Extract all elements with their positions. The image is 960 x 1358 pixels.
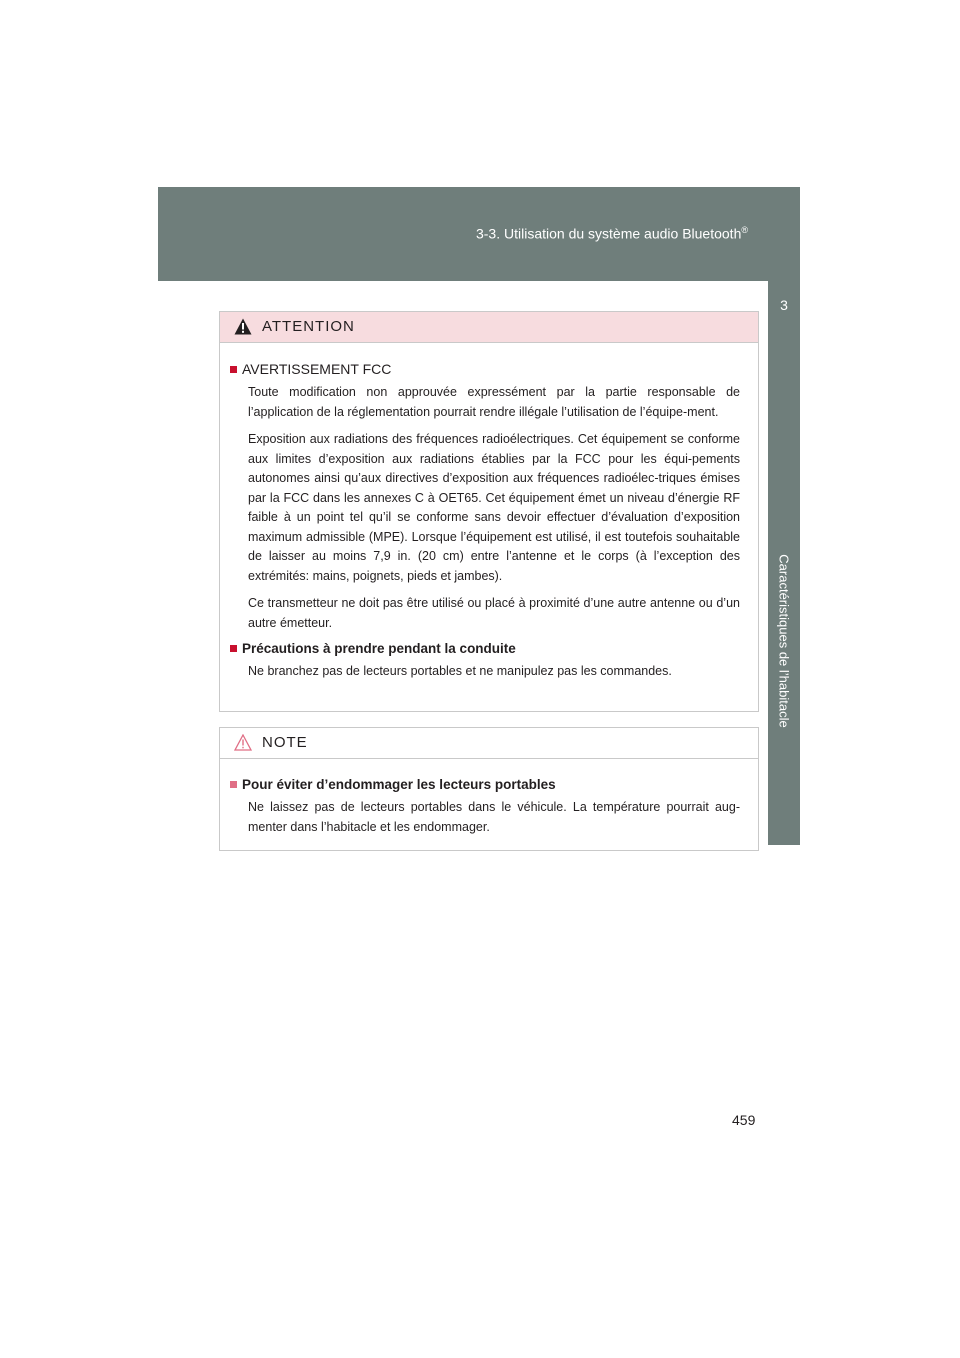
note-content — [220, 759, 758, 837]
warning-box — [219, 311, 759, 712]
section-title: 3-3. Utilisation du système audio Bluetooth® — [475, 225, 748, 242]
section-heading: Précautions à prendre pendant la conduite — [230, 641, 740, 656]
chapter-side-tab — [768, 281, 800, 845]
note-header — [220, 728, 758, 759]
paragraph: Toute modification non approuvée expressément par la partie responsable de l’application de la réglementation pourrait rendre illégale l’utilisation de l’équipe-ment. — [248, 385, 740, 419]
chapter-number: 3 — [780, 297, 788, 313]
paragraph: Ne branchez pas de lecteurs portables et ne manipulez pas les commandes. — [248, 664, 672, 678]
paragraph: Exposition aux radiations des fréquences radioélectriques. Cet équipement se conforme aux limites d’exposition aux radiations établies par la FCC pour les équi-pements autonomes ainsi qu’aux directives d’exposition aux fréquences radioélec-triques émises par la FCC dans les annexes C à OET65. Cet équipement émet un niveau d’énergie RF faible à un point tel qu’il se conforme sans devoir effectuer d’évaluation d’exposition maximum admissible (MPE). Lorsque l’équipement est utilisé, il est toutefois souhaitable de laisser au moins 7,9 in. (20 cm) entre l’antenne et le corps (à l’exception des extrémités: mains, poignets, pieds et jambes). — [248, 432, 740, 583]
note-label: NOTE — [262, 734, 308, 751]
paragraph: Ce transmetteur ne doit pas être utilisé ou placé à proximité d’une autre antenne ou d’un autre émetteur. — [248, 596, 740, 630]
warning-triangle-icon — [234, 318, 252, 335]
warning-label: ATTENTION — [262, 318, 355, 335]
paragraph: Ne laissez pas de lecteurs portables dans le véhicule. La température pourrait aug-menter dans l’habitacle et les endommager. — [248, 800, 740, 834]
section-heading: Pour éviter d’endommager les lecteurs portables — [230, 777, 740, 792]
warning-content — [220, 343, 758, 682]
header-bar — [158, 187, 800, 281]
note-box — [219, 727, 759, 851]
page-number: 459 — [732, 1112, 756, 1128]
chapter-label: Caractéristiques de l’habitacle — [776, 554, 792, 728]
warning-header — [220, 312, 758, 343]
caution-triangle-icon — [234, 734, 252, 751]
section-heading: AVERTISSEMENT FCC — [230, 361, 740, 377]
